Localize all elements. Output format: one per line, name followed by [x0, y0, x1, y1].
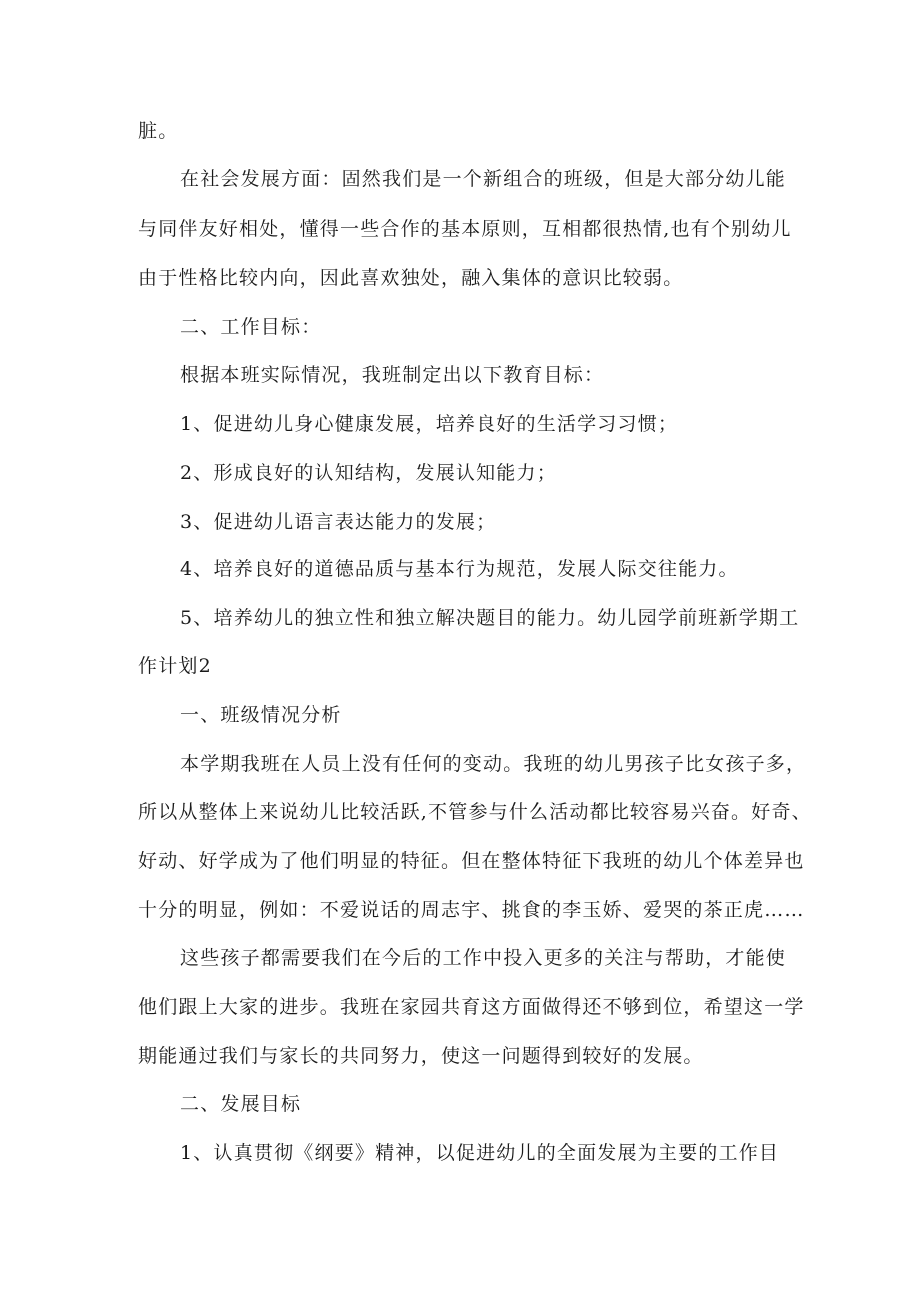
text-line: 根据本班实际情况，我班制定出以下教育目标：	[180, 364, 605, 386]
text-line: 在社会发展方面：固然我们是一个新组合的班级，但是大部分幼儿能	[180, 168, 787, 190]
text-line: 与同伴友好相处，懂得一些合作的基本原则，互相都很热情,也有个别幼儿	[138, 218, 792, 240]
text-line: 好动、好学成为了他们明显的特征。但在整体特征下我班的幼儿个体差异也	[138, 850, 805, 872]
list-item: 5、培养幼儿的独立性和独立解决题目的能力。幼儿园学前班新学期工	[180, 607, 800, 629]
text-line: 这些孩子都需要我们在今后的工作中投入更多的关注与帮助，才能使	[180, 947, 787, 969]
list-item: 1、认真贯彻《纲要》精神，以促进幼儿的全面发展为主要的工作目	[180, 1142, 780, 1164]
text-line: 作计划2	[138, 655, 212, 677]
list-item: 1、促进幼儿身心健康发展，培养良好的生活学习习惯；	[180, 413, 679, 435]
list-item: 3、促进幼儿语言表达能力的发展；	[180, 511, 497, 533]
text-line: 脏。	[138, 120, 179, 142]
section-heading: 一、班级情况分析	[180, 704, 342, 726]
text-line: 期能通过我们与家长的共同努力，使这一问题得到较好的发展。	[138, 1045, 704, 1067]
text-line: 所以从整体上来说幼儿比较活跃,不管参与什么活动都比较容易兴奋。好奇、	[138, 801, 812, 823]
list-item: 2、形成良好的认知结构，发展认知能力；	[180, 462, 557, 484]
section-heading: 二、发展目标	[180, 1093, 302, 1115]
section-heading: 二、工作目标：	[180, 316, 322, 338]
text-line: 由于性格比较内向，因此喜欢独处，融入集体的意识比较弱。	[138, 267, 684, 289]
list-item: 4、培养良好的道德品质与基本行为规范，发展人际交往能力。	[180, 558, 739, 580]
text-line: 十分的明显，例如：不爱说话的周志宇、挑食的李玉娇、爱哭的茶正虎……	[138, 899, 805, 921]
text-line: 本学期我班在人员上没有任何的变动。我班的幼儿男孩子比女孩子多，	[180, 753, 807, 775]
text-line: 他们跟上大家的进步。我班在家园共育这方面做得还不够到位，希望这一学	[138, 996, 805, 1018]
